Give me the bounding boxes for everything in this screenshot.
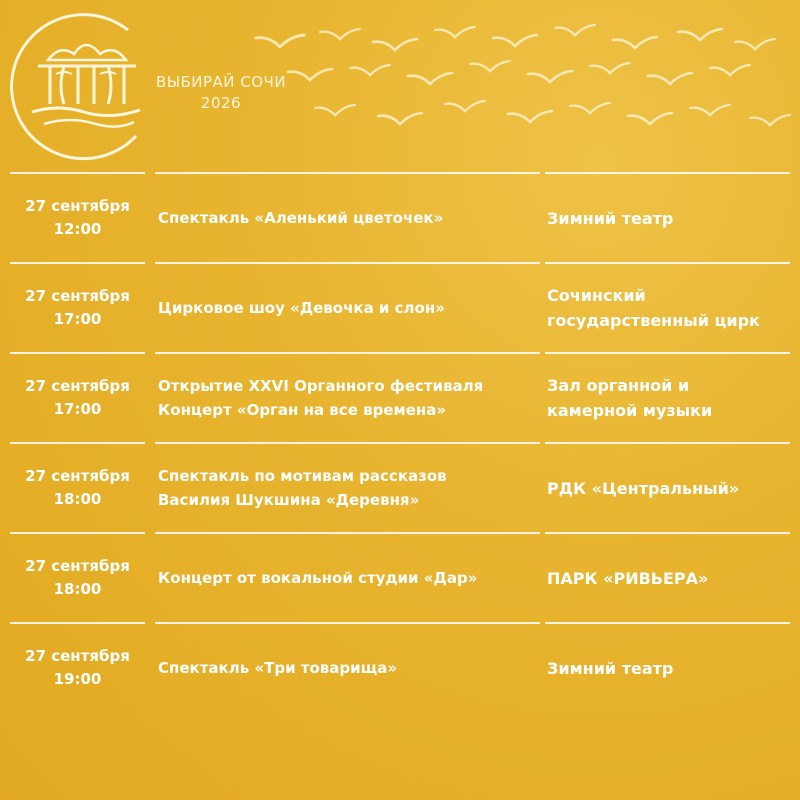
date-cell <box>10 534 145 622</box>
event-title-line-1: Цирковое шоу «Девочка и слон» <box>158 299 445 317</box>
schedule-table <box>0 172 800 712</box>
bird-icon <box>710 65 750 75</box>
event-cell <box>158 534 543 622</box>
event-time: 17:00 <box>53 310 102 328</box>
event-cell <box>158 354 543 442</box>
bird-icon <box>613 37 657 48</box>
venue-line-1: ПАРК «РИВЬЕРА» <box>547 568 709 588</box>
bird-icon <box>648 73 692 84</box>
venue-line-1: Зимний театр <box>547 208 674 228</box>
bird-icon <box>320 29 360 39</box>
bird-icon <box>690 105 730 115</box>
event-title-line-2: Концерт «Орган на все времена» <box>158 401 447 419</box>
event-time: 17:00 <box>53 400 102 418</box>
venue-line-1: Сочинский <box>547 286 646 305</box>
bird-icon <box>493 35 537 46</box>
bird-icon <box>628 113 672 124</box>
bird-icon <box>528 71 572 82</box>
venue-line-1: РДК «Центральный» <box>547 478 740 498</box>
date-cell <box>10 444 145 532</box>
schedule-row <box>0 352 800 442</box>
bird-icon <box>445 101 485 111</box>
bird-icon <box>678 29 722 40</box>
event-date: 27 сентября <box>25 287 130 305</box>
venue-cell <box>547 174 797 262</box>
schedule-row <box>0 532 800 622</box>
event-title-line-1: Спектакль «Три товарища» <box>158 659 398 677</box>
event-date: 27 сентября <box>25 557 130 575</box>
bird-icon <box>570 103 610 113</box>
bird-icon <box>408 73 452 84</box>
venue-cell <box>547 264 797 352</box>
bird-icon <box>256 35 304 47</box>
date-cell <box>10 264 145 352</box>
event-date: 27 сентября <box>25 467 130 485</box>
schedule-row <box>0 172 800 262</box>
event-time: 12:00 <box>53 220 102 238</box>
event-time: 18:00 <box>53 490 102 508</box>
event-date: 27 сентября <box>25 647 130 665</box>
venue-cell <box>547 534 797 622</box>
bird-icon <box>373 39 417 50</box>
header <box>0 0 800 170</box>
event-title-line-1: Концерт от вокальной студии «Дар» <box>158 569 478 587</box>
venue-line-2: камерной музыки <box>547 401 713 420</box>
venue-cell <box>547 354 797 442</box>
venue-cell <box>547 624 797 712</box>
schedule-row <box>0 442 800 532</box>
schedule-row <box>0 262 800 352</box>
event-date: 27 сентября <box>25 377 130 395</box>
venue-cell <box>547 444 797 532</box>
date-cell <box>10 624 145 712</box>
bird-icon <box>555 25 595 35</box>
venue-line-1: Зимний театр <box>547 658 674 678</box>
event-time: 19:00 <box>53 670 102 688</box>
venue-line-2: государственный цирк <box>547 311 760 330</box>
event-time: 18:00 <box>53 580 102 598</box>
schedule-row <box>0 622 800 712</box>
event-cell <box>158 444 543 532</box>
event-cell <box>158 174 543 262</box>
venue-line-1: Зал органной и <box>547 376 690 395</box>
bird-icon <box>750 115 790 125</box>
bird-icon <box>590 63 630 73</box>
event-title-line-1: Спектакль по мотивам рассказов <box>158 467 447 485</box>
date-cell <box>10 354 145 442</box>
event-cell <box>158 264 543 352</box>
bird-icon <box>350 65 390 75</box>
bird-icon <box>288 69 332 80</box>
brand-line-2: 2026 <box>200 94 242 112</box>
event-title-line-1: Открытие XXVI Органного фестиваля <box>158 377 484 395</box>
event-cell <box>158 624 543 712</box>
bird-icon <box>508 111 552 122</box>
date-cell <box>10 174 145 262</box>
brand-line-1: ВЫБИРАЙ СОЧИ <box>155 73 287 91</box>
bird-icon <box>378 113 422 124</box>
bird-icon <box>470 61 510 71</box>
event-title-line-2: Василия Шукшина «Деревня» <box>158 491 420 509</box>
event-date: 27 сентября <box>25 197 130 215</box>
birds-icon <box>240 20 800 150</box>
bird-icon <box>435 27 475 37</box>
event-title-line-1: Спектакль «Аленький цветочек» <box>158 209 444 227</box>
bird-icon <box>735 39 775 49</box>
colonnade-logo-icon <box>8 8 164 164</box>
bird-icon <box>315 105 355 115</box>
